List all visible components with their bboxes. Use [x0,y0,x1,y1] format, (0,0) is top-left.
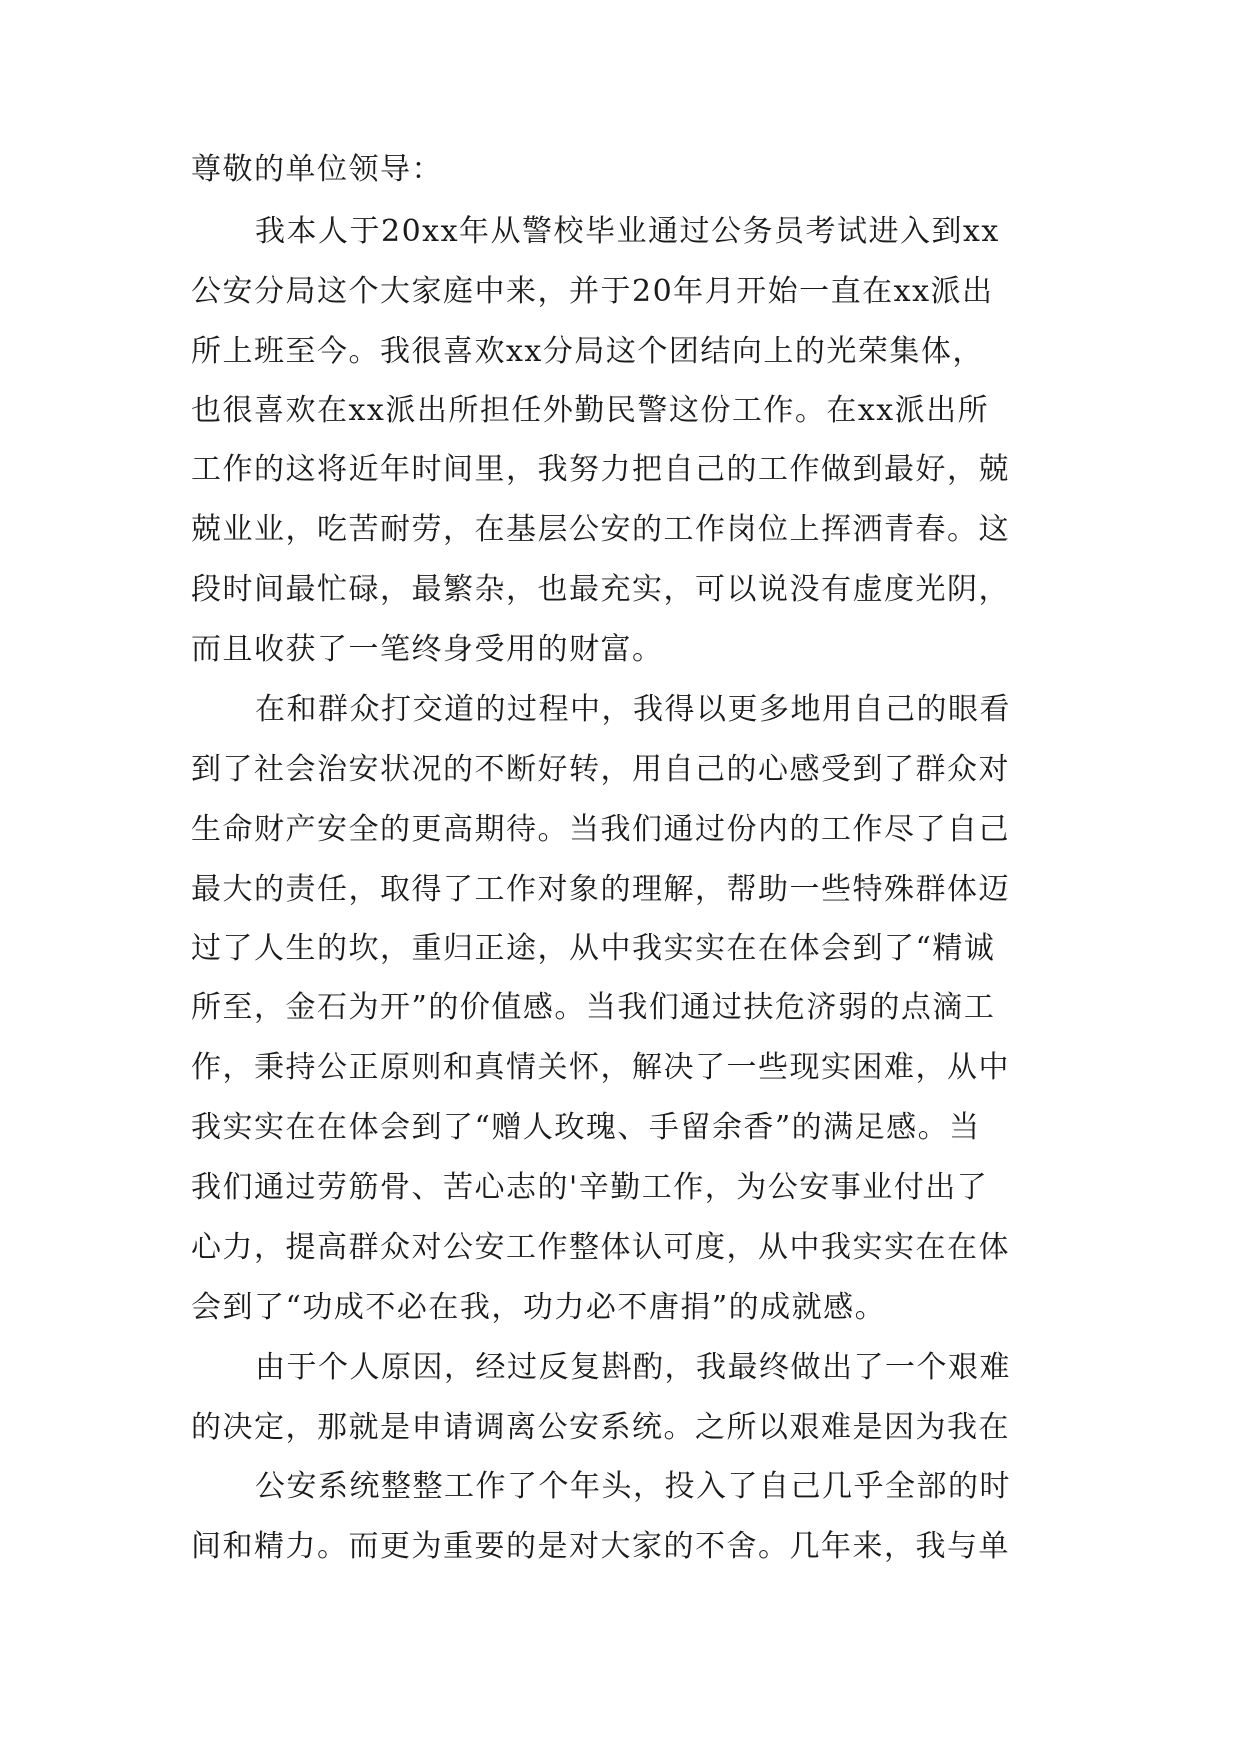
text-line: 也很喜欢在xx派出所担任外勤民警这份工作。在xx派出所 [191,393,990,428]
text-line: 而且收获了一笔终身受用的财富。 [191,632,664,667]
text-line: 心力，提高群众对公安工作整体认可度，从中我实实在在体 [191,1230,1010,1265]
text-line: 所上班至今。我很喜欢xx分局这个团结向上的光荣集体， [191,334,984,369]
text-line: 兢业业，吃苦耐劳，在基层公安的工作岗位上挥洒青春。这 [191,512,1010,547]
text-line: 段时间最忙碌，最繁杂，也最充实，可以说没有虚度光阴， [191,572,1010,607]
text-line: 我们通过劳筋骨、苦心志的'辛勤工作，为公安事业付出了 [191,1170,989,1205]
text-line: 由于个人原因，经过反复斟酌，我最终做出了一个艰难 [255,1350,1011,1385]
text-line: 最大的责任，取得了工作对象的理解，帮助一些特殊群体迈 [191,872,1010,907]
text-line: 到了社会治安状况的不断好转，用自己的心感受到了群众对 [191,752,1010,787]
text-line: 所至，金石为开”的价值感。当我们通过扶危济弱的点滴工 [191,990,996,1025]
text-line: 会到了“功成不必在我，功力必不唐捐”的成就感。 [191,1290,887,1325]
text-line: 公安系统整整工作了个年头，投入了自己几乎全部的时 [255,1469,1011,1504]
text-line: 公安分局这个大家庭中来，并于20年月开始一直在xx派出 [191,274,994,309]
text-line: 工作的这将近年时间里，我努力把自己的工作做到最好，兢 [191,452,1010,487]
text-line: 作，秉持公正原则和真情关怀，解决了一些现实困难，从中 [191,1050,1010,1085]
text-line: 我实实在在体会到了“赠人玫瑰、手留余香”的满足感。当 [191,1110,981,1145]
text-line: 在和群众打交道的过程中，我得以更多地用自己的眼看 [255,692,1011,727]
text-line: 生命财产安全的更高期待。当我们通过份内的工作尽了自己 [191,812,1010,847]
text-line: 过了人生的坎，重归正途，从中我实实在在体会到了“精诚 [191,931,996,966]
salutation: 尊敬的单位领导： [191,152,443,187]
text-line: 间和精力。而更为重要的是对大家的不舍。几年来，我与单 [191,1529,1010,1564]
text-line: 我本人于20xx年从警校毕业通过公务员考试进入到xx [255,214,1000,249]
text-line: 的决定，那就是申请调离公安系统。之所以艰难是因为我在 [191,1410,1010,1445]
